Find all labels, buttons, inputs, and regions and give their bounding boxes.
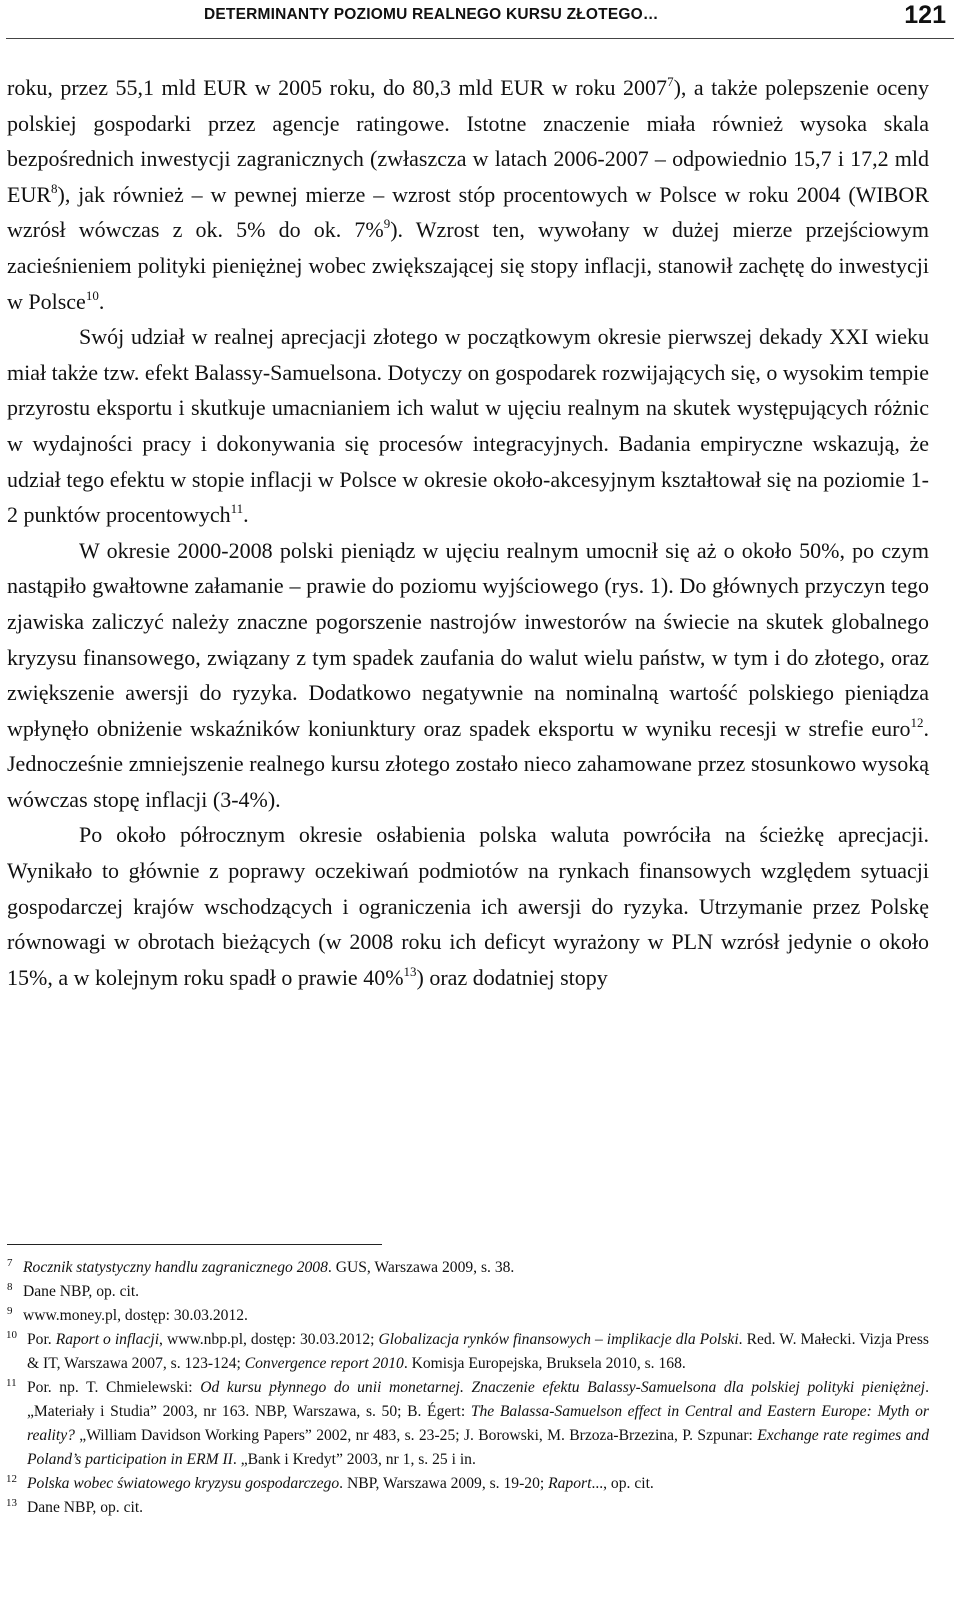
footnote-text: , www.nbp.pl, dostęp: 30.03.2012;: [159, 1331, 379, 1348]
header-title: DETERMINANTY POZIOMU REALNEGO KURSU ZŁOTEGO…: [204, 6, 659, 23]
footnotes: [7, 1256, 929, 1520]
footnote-9: [7, 1304, 929, 1328]
footnote-number: 11: [6, 1377, 17, 1389]
main-text: [7, 70, 929, 995]
text-run: ) oraz dodatniej stopy: [416, 964, 608, 990]
footnote-number: 9: [7, 1305, 13, 1317]
footnote-number: 10: [6, 1329, 17, 1341]
text-run: . Jednocześnie zmniejszenie realnego kursu złotego zostało nieco zahamowane przez stosunkowo wysoką wówczas stopę inflacji (3-4%).: [7, 715, 929, 812]
footnote-number: 12: [6, 1473, 17, 1485]
footnote-text: . GUS, Warszawa 2009, s. 38.: [327, 1259, 515, 1276]
footnote-11: [7, 1376, 929, 1472]
footnote-text: . NBP, Warszawa 2009, s. 19-20;: [339, 1475, 549, 1492]
paragraph-3: [7, 533, 929, 818]
text-run: Po około półrocznym okresie osłabienia polska waluta powróciła na ścieżkę aprecjacji. Wynikało to głównie z poprawy oczekiwań podmiotów na rynkach finansowych względem sytuacji gospodarczej krajów wschodzących i ograniczenia ich awersji do ryzyka. Utrzymanie przez Polskę równowagi w obrotach bieżących (w 2008 roku ich deficyt wyrażony w PLN wzrósł jedynie o około 15%, a w kolejnym roku spadł o prawie 40%: [7, 822, 929, 990]
page-number: 121: [904, 1, 946, 29]
footnote-ref-13: 13: [403, 963, 417, 979]
footnote-ref-11: 11: [230, 501, 244, 517]
paragraph-1: [7, 70, 929, 319]
text-run: W okresie 2000-2008 polski pieniądz w ujęciu realnym umocnił się aż o około 50%, po czym nastąpiło gwałtowne załamanie – prawie do poziomu wyjściowego (rys. 1). Do głównych przyczyn tego zjawiska zaliczyć należy znaczne pogorszenie nastrojów inwestorów na świecie na skutek globalnego kryzysu finansowego, związany z tym spadek zaufania do walut wielu państw, w tym i do złotego, oraz zwiększenie awersji do ryzyka. Dodatkowo negatywnie na nominalną wartość polskiego pieniądza wpłynęło obniżenie wskaźników koniunktury oraz spadek eksportu w wyniku recesji w strefie euro: [7, 537, 929, 741]
text-run: .: [98, 288, 105, 314]
text-run: ), a także polepszenie oceny polskiej gospodarki przez agencje ratingowe. Istotne znaczenie miała również wysoka skala bezpośrednich inwestycji zagranicznych (zwłaszcza w latach 2006-2007 – odpowiednio 15,7 i 17,2 mld EUR: [7, 75, 929, 207]
citation-title: Od kursu płynnego do unii monetarnej. Znaczenie efektu Balassy-Samuelsona dla polskiej polityki pieniężnej: [200, 1379, 926, 1396]
text-run: Swój udział w realnej aprecjacji złotego w początkowym okresie pierwszej dekady XXI wieku miał także tzw. efekt Balassy-Samuelsona. Dotyczy on gospodarek rozwijających się, o wysokim tempie przyrostu eksportu i skutkuje umacnianiem ich walut w ujęciu realnym na skutek występujących różnic w wydajności pracy i dokonywania się procesów integracyjnych. Badania empiryczne wskazują, że udział tego efektu w stopie inflacji w Polsce w okresie około-akcesyjnym kształtował się na poziomie 1-2 punktów procentowych: [7, 324, 929, 528]
footnote-text: . Komisja Europejska, Bruksela 2010, s. 168.: [403, 1355, 686, 1372]
footnote-7: [7, 1256, 929, 1280]
paragraph-4: [7, 817, 929, 995]
citation-title: Exchange rate regimes and Poland’s participation in ERM II: [27, 1427, 929, 1468]
footnote-text: Por. np. T. Chmielewski:: [27, 1379, 201, 1396]
citation-title: Polska wobec światowego kryzysu gospodarczego: [27, 1475, 340, 1492]
text-run: roku, przez 55,1 mld EUR w 2005 roku, do 80,3 mld EUR w roku 2007: [7, 75, 668, 100]
paragraph-2: [7, 319, 929, 533]
running-header: [6, 0, 954, 39]
citation-title: Rocznik statystyczny handlu zagranicznego 2008: [23, 1259, 328, 1276]
footnote-separator: [7, 1244, 382, 1245]
footnote-ref-9: 9: [383, 216, 391, 232]
footnote-text: ..., op. cit.: [591, 1475, 654, 1492]
footnote-number: 8: [7, 1281, 13, 1293]
footnote-12: [7, 1472, 929, 1496]
footnote-text: . Red. W. Małecki. Vizja Press & IT, Warszawa 2007, s. 123-124;: [27, 1331, 929, 1372]
citation-title: Raport: [548, 1475, 592, 1492]
text-run: ), jak również – w pewnej mierze – wzrost stóp procentowych w Polsce w roku 2004 (WIBOR wzrósł wówczas z ok. 5% do ok. 7%: [7, 181, 929, 243]
footnote-text: www.money.pl, dostęp: 30.03.2012.: [23, 1307, 248, 1324]
footnote-ref-12: 12: [910, 714, 924, 730]
citation-title: Convergence report 2010: [244, 1355, 404, 1372]
citation-title: Raport o inflacji: [55, 1331, 160, 1348]
footnote-10: [7, 1328, 929, 1376]
footnote-ref-8: 8: [51, 180, 58, 196]
footnote-number: 13: [6, 1497, 17, 1509]
citation-title: Globalizacja rynków finansowych – implikacje dla Polski: [378, 1331, 739, 1348]
footnote-text: . „Bank i Kredyt” 2003, nr 1, s. 25 i in.: [232, 1451, 476, 1468]
footnote-text: Dane NBP, op. cit.: [23, 1283, 140, 1300]
footnote-13: [7, 1496, 929, 1520]
footnote-8: [7, 1280, 929, 1304]
footnote-text: „William Davidson Working Papers” 2002, nr 483, s. 23-25; J. Borowski, M. Brzoza-Brzezina, P. Szpunar:: [74, 1427, 758, 1444]
footnote-text: Por.: [27, 1331, 56, 1348]
text-run: ). Wzrost ten, wywołany w dużej mierze przejściowym zacieśnieniem polityki pieniężnej wobec zwiększającej się stopy inflacji, stanowił zachętę do inwestycji w Polsce: [7, 217, 929, 314]
footnote-number: 7: [7, 1257, 13, 1269]
footnote-text: . „Materiały i Studia” 2003, nr 163. NBP, Warszawa, s. 50; B. Égert:: [27, 1379, 929, 1420]
footnote-ref-10: 10: [85, 287, 99, 303]
citation-title: The Balassa-Samuelson effect in Central and Eastern Europe: Myth or reality?: [27, 1403, 929, 1444]
footnote-text: Dane NBP, op. cit.: [27, 1499, 144, 1516]
footnote-ref-7: 7: [667, 74, 674, 89]
text-run: .: [243, 502, 249, 528]
